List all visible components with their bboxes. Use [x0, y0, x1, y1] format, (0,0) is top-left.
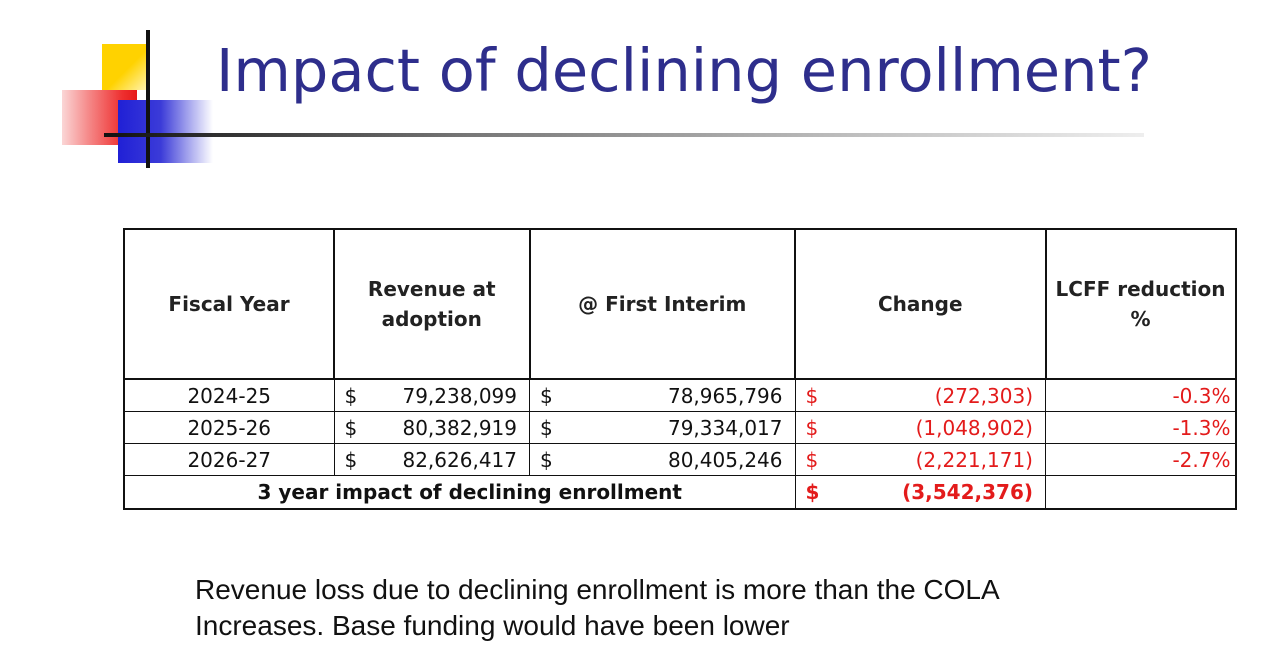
cell-currency: $: [795, 412, 836, 444]
header-fiscal-year: Fiscal Year: [124, 229, 334, 379]
cell-year: 2025-26: [124, 412, 334, 444]
cell-interim: 78,965,796: [570, 379, 795, 412]
cell-adoption: 80,382,919: [375, 412, 530, 444]
table-row: [124, 379, 1236, 412]
cell-currency: $: [795, 379, 836, 412]
cell-interim: 79,334,017: [570, 412, 795, 444]
logo-yellow-square: [102, 44, 147, 90]
revenue-table: [123, 228, 1237, 510]
table-total-row: [124, 476, 1236, 510]
total-currency: $: [795, 476, 836, 510]
footnote: [195, 572, 1000, 644]
footnote-line-1: Revenue loss due to declining enrollment is more than the COLA: [195, 574, 1000, 605]
cell-pct: -1.3%: [1046, 412, 1236, 444]
cell-currency: $: [795, 444, 836, 476]
cell-currency: $: [530, 412, 571, 444]
header-first-interim: @ First Interim: [530, 229, 796, 379]
cell-adoption: 79,238,099: [375, 379, 530, 412]
header-revenue-at-adoption: [334, 229, 530, 379]
table-row: [124, 444, 1236, 476]
total-pct-empty: [1046, 476, 1236, 510]
total-label: 3 year impact of declining enrollment: [124, 476, 795, 510]
cell-year: 2024-25: [124, 379, 334, 412]
cell-year: 2026-27: [124, 444, 334, 476]
total-change: (3,542,376): [836, 476, 1046, 510]
header-revenue-at-adoption-label: Revenue at adoption: [367, 277, 496, 331]
cell-pct: -0.3%: [1046, 379, 1236, 412]
cell-currency: $: [334, 379, 375, 412]
cell-currency: $: [530, 379, 571, 412]
logo-vertical-line: [146, 30, 150, 168]
footnote-line-2: Increases. Base funding would have been lower: [195, 610, 790, 641]
cell-change: (2,221,171): [836, 444, 1046, 476]
header-lcff-reduction: [1046, 229, 1236, 379]
cell-change: (1,048,902): [836, 412, 1046, 444]
header-change: Change: [795, 229, 1046, 379]
cell-adoption: 82,626,417: [375, 444, 530, 476]
slide-title: Impact of declining enrollment?: [216, 36, 1152, 105]
cell-change: (272,303): [836, 379, 1046, 412]
header-lcff-reduction-label: LCFF reduction %: [1055, 277, 1226, 331]
cell-currency: $: [334, 444, 375, 476]
table-row: [124, 412, 1236, 444]
cell-currency: $: [334, 412, 375, 444]
logo-blue-square: [118, 100, 213, 163]
cell-interim: 80,405,246: [570, 444, 795, 476]
cell-pct: -2.7%: [1046, 444, 1236, 476]
title-underline: [104, 133, 1144, 137]
cell-currency: $: [530, 444, 571, 476]
table-header-row: [124, 229, 1236, 379]
